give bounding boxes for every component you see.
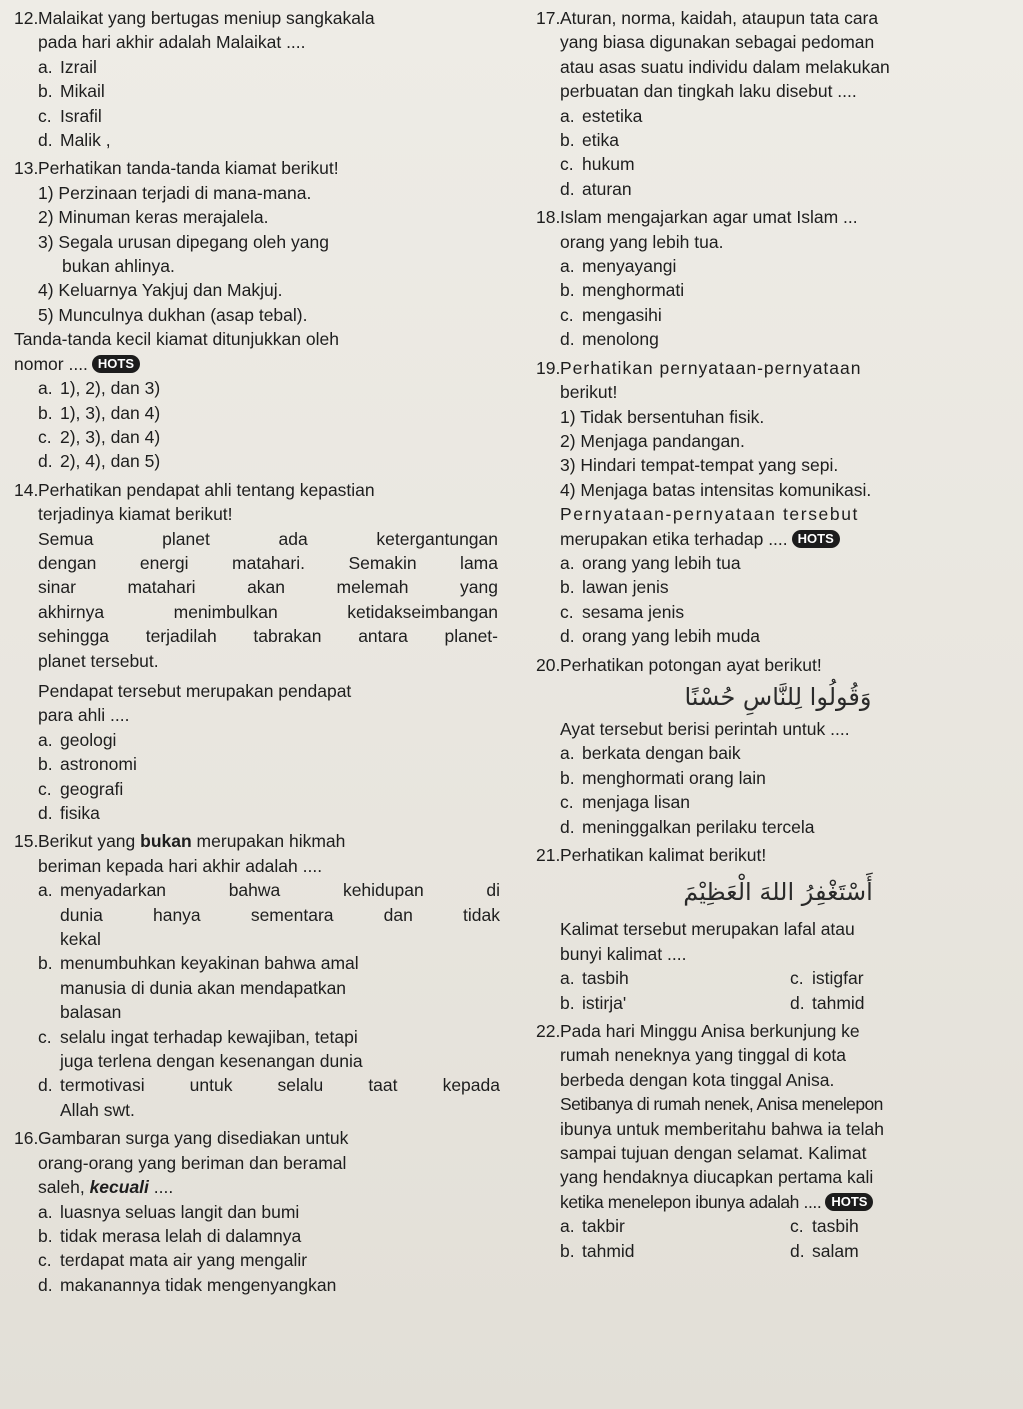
option-c[interactable]: c. menjaga lisan — [560, 792, 690, 813]
question-number: 17. — [536, 8, 561, 28]
option-d[interactable]: d. orang yang lebih muda — [560, 626, 761, 647]
question-number: 12. — [14, 8, 39, 28]
question-text: Tanda-tanda kecil kiamat ditunjukkan oleh — [14, 329, 339, 350]
question-text: yang biasa digunakan sebagai pedoman — [560, 32, 875, 53]
option-c[interactable]: c. geografi — [38, 778, 124, 799]
question-text: bunyi kalimat .... — [560, 943, 687, 964]
option-a[interactable]: a. geologi — [38, 729, 117, 750]
option-d[interactable]: d. meninggalkan perilaku tercela — [560, 816, 815, 837]
option-a[interactable]: a. orang yang lebih tua — [560, 552, 741, 573]
option-d[interactable]: d. 2), 4), dan 5) — [38, 451, 161, 472]
option-c[interactable]: c. sesama jenis — [560, 601, 685, 622]
list-item: 3) Segala urusan dipegang oleh yang — [38, 231, 329, 252]
option-a[interactable]: a. 1), 2), dan 3) — [38, 378, 161, 399]
question-20 — [536, 653, 1020, 839]
option-b[interactable]: b. istirja' — [560, 992, 627, 1013]
question-number: 20. — [536, 654, 561, 675]
right-column — [536, 6, 1020, 1263]
question-text: orang-orang yang beriman dan beramal — [38, 1152, 347, 1173]
question-text: beriman kepada hari akhir adalah .... — [38, 855, 323, 876]
left-column — [14, 6, 504, 1297]
option-c[interactable]: c. tasbih — [790, 1216, 859, 1237]
option-c[interactable]: c. 2), 3), dan 4) — [38, 426, 161, 447]
list-item: 4) Menjaga batas intensitas komunikasi. — [560, 479, 872, 500]
question-number: 18. — [536, 207, 561, 228]
option-c[interactable]: c. mengasihi — [560, 304, 662, 325]
option-d[interactable]: d. tahmid — [790, 992, 865, 1013]
question-number: 13. — [14, 158, 39, 179]
list-item: 3) Hindari tempat-tempat yang sepi. — [560, 455, 839, 476]
question-text: Perhatikan pendapat ahli tentang kepastian — [38, 479, 375, 500]
list-item: bukan ahlinya. — [62, 256, 175, 277]
question-text: terjadinya kiamat berikut! — [38, 504, 233, 525]
option-b[interactable]: b. menumbuhkan keyakinan bahwa amal manusia di dunia akan mendapatkan balasan — [38, 953, 359, 1023]
question-19 — [536, 356, 1020, 649]
list-item: 2) Minuman keras merajalela. — [38, 207, 269, 228]
question-text: ibunya untuk memberitahu bahwa ia telah — [560, 1118, 884, 1139]
option-d[interactable]: d. Malik , — [38, 130, 111, 151]
question-21 — [536, 843, 1020, 1015]
option-b[interactable]: b. etika — [560, 130, 619, 151]
question-number: 19. — [536, 357, 561, 378]
question-text: Pernyataan-pernyataan tersebut — [560, 504, 859, 525]
list-item: 1) Tidak bersentuhan fisik. — [560, 406, 765, 427]
option-c[interactable]: c. selalu ingat terhadap kewajiban, tetapi juga terlena dengan kesenangan dunia — [38, 1026, 363, 1072]
question-text: Setibanya di rumah nenek, Anisa menelepon — [560, 1094, 883, 1115]
question-text: pada hari akhir adalah Malaikat .... — [38, 32, 306, 53]
option-a[interactable]: a. estetika — [560, 105, 643, 126]
option-b[interactable]: b. astronomi — [38, 754, 137, 775]
list-item: 5) Munculnya dukhan (asap tebal). — [38, 304, 308, 325]
option-c[interactable]: c. Israfil — [38, 105, 102, 126]
question-text: Gambaran surga yang disediakan untuk — [38, 1128, 349, 1149]
option-b[interactable]: b. menghormati orang lain — [560, 767, 766, 788]
question-text: Perhatikan tanda-tanda kiamat berikut! — [38, 158, 339, 179]
question-17 — [536, 6, 1020, 201]
question-13 — [14, 156, 504, 473]
question-text: ketika menelepon ibunya adalah .... — [560, 1191, 822, 1212]
option-a[interactable]: a. menyadarkan bahwa kehidupan di dunia hanya sementara dan tidak kekal — [38, 880, 500, 950]
question-text: nomor .... — [14, 353, 88, 374]
question-18 — [536, 205, 1020, 351]
question-text: saleh, kecuali .... — [38, 1177, 174, 1198]
arabic-phrase: أَسْتَغْفِرُ اللهَ الْعَظِيْمَ — [683, 878, 873, 907]
question-text: Aturan, norma, kaidah, ataupun tata cara — [560, 8, 879, 28]
quoted-passage: Semua planet ada ketergantungan dengan energi matahari. Semakin lama sinar matahari akan melemah yang akhirnya menimbulkan ketidakseimbangan sehingga terjadilah tabrakan antara planet- planet tersebut. Pendapat tersebut merupakan pendapat para ahli .... — [38, 528, 498, 726]
option-d[interactable]: d. fisika — [38, 803, 100, 823]
question-text: yang hendaknya diucapkan pertama kali — [560, 1167, 874, 1188]
option-a[interactable]: a. takbir — [560, 1216, 625, 1237]
option-b[interactable]: b. tidak merasa lelah di dalamnya — [38, 1225, 302, 1246]
question-text: Ayat tersebut berisi perintah untuk .... — [560, 718, 850, 739]
question-15 — [14, 829, 504, 1122]
option-b[interactable]: b. menghormati — [560, 280, 685, 301]
option-c[interactable]: c. terdapat mata air yang mengalir — [38, 1250, 308, 1271]
question-12 — [14, 6, 504, 152]
arabic-verse: وَقُولُوا لِلنَّاسِ حُسْنًا — [684, 682, 872, 711]
option-d[interactable]: d. salam — [790, 1240, 859, 1261]
list-item: 4) Keluarnya Yakjuj dan Makjuj. — [38, 280, 283, 301]
question-text: berbeda dengan kota tinggal Anisa. — [560, 1069, 835, 1090]
option-a[interactable]: a. berkata dengan baik — [560, 743, 741, 764]
list-item: 1) Perzinaan terjadi di mana-mana. — [38, 182, 312, 203]
option-a[interactable]: a. tasbih — [560, 968, 629, 989]
option-d[interactable]: d. menolong — [560, 329, 659, 350]
question-text: Kalimat tersebut merupakan lafal atau — [560, 919, 855, 940]
option-b[interactable]: b. 1), 3), dan 4) — [38, 402, 161, 423]
question-text: Perhatikan kalimat berikut! — [560, 845, 767, 865]
question-number: 14. — [14, 479, 39, 500]
option-d[interactable]: d. termotivasi untuk selalu taat kepada Allah swt. — [38, 1075, 500, 1120]
question-14 — [14, 478, 504, 826]
hots-badge: HOTS — [825, 1193, 873, 1211]
option-d[interactable]: d. aturan — [560, 178, 632, 199]
question-text: atau asas suatu individu dalam melakukan — [560, 56, 890, 77]
question-text: Malaikat yang bertugas meniup sangkakala — [38, 8, 375, 28]
option-b[interactable]: b. lawan jenis — [560, 577, 669, 598]
question-16 — [14, 1126, 504, 1297]
question-text: Pada hari Minggu Anisa berkunjung ke — [560, 1021, 860, 1042]
question-text: Perhatikan pernyataan-pernyataan — [560, 357, 862, 378]
question-22 — [536, 1019, 1020, 1263]
question-number: 21. — [536, 845, 561, 865]
question-text: merupakan etika terhadap .... — [560, 528, 788, 549]
question-text: berikut! — [560, 382, 618, 403]
question-text: Islam mengajarkan agar umat Islam ... — [560, 207, 858, 228]
question-number: 16. — [14, 1128, 39, 1149]
hots-badge: HOTS — [792, 530, 840, 548]
question-text: Perhatikan potongan ayat berikut! — [560, 654, 822, 675]
question-text: sampai tujuan dengan selamat. Kalimat — [560, 1143, 867, 1164]
question-number: 22. — [536, 1021, 561, 1042]
question-text: perbuatan dan tingkah laku disebut .... — [560, 81, 857, 102]
question-text: orang yang lebih tua. — [560, 231, 724, 252]
question-text: rumah neneknya yang tinggal di kota — [560, 1045, 847, 1066]
option-b[interactable]: b. tahmid — [560, 1240, 635, 1261]
hots-badge: HOTS — [92, 355, 140, 373]
option-b[interactable]: b. Mikail — [38, 81, 105, 102]
list-item: 2) Menjaga pandangan. — [560, 430, 745, 451]
option-a[interactable]: a. Izrail — [38, 56, 97, 77]
question-number: 15. — [14, 831, 39, 852]
option-c[interactable]: c. hukum — [560, 154, 635, 175]
option-a[interactable]: a. luasnya seluas langit dan bumi — [38, 1201, 300, 1222]
option-c[interactable]: c. istigfar — [790, 968, 864, 989]
option-d[interactable]: d. makanannya tidak mengenyangkan — [38, 1274, 337, 1295]
option-a[interactable]: a. menyayangi — [560, 256, 677, 277]
question-text: Berikut yang bukan merupakan hikmah — [38, 831, 346, 852]
